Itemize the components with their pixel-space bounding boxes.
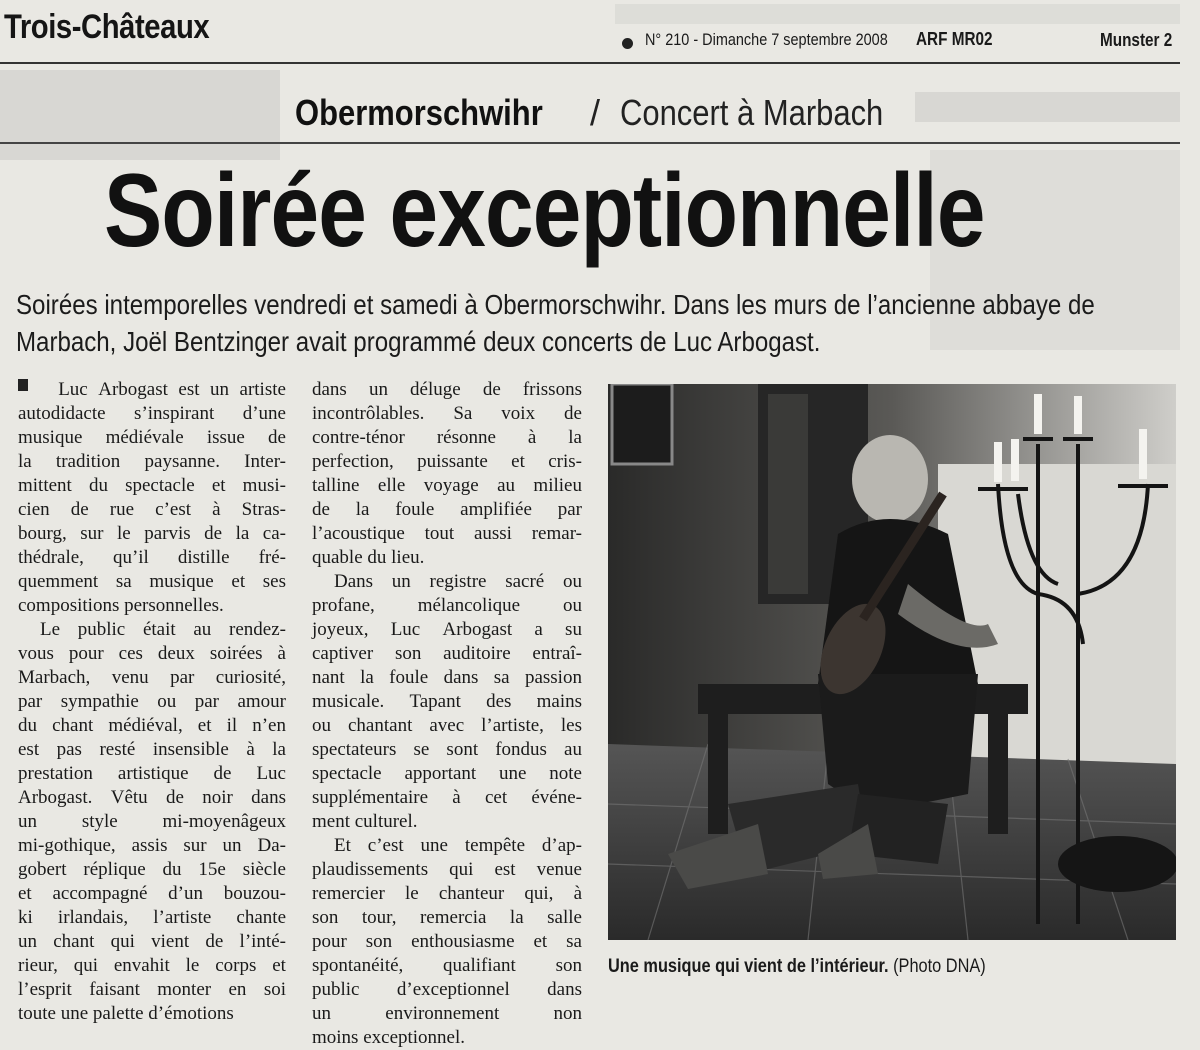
standfirst-line: Soirées intemporelles vendredi et samedi à Obermorschwihr. Dans les murs de l’ancienne abbaye de [16, 289, 1095, 320]
article-line: public d’exceptionnel dans [312, 979, 582, 1000]
concert-photo [608, 384, 1176, 940]
article-line: Le public était au rendez- [40, 619, 286, 640]
article-line: contre-ténor résonne à la [312, 427, 582, 448]
article-line: mi-gothique, assis sur un Da- [18, 835, 286, 856]
article-line: gobert réplique du 15e siècle [18, 859, 286, 880]
kicker-place: Obermorschwihr [295, 92, 543, 133]
article-line: de la foule amplifiée par [312, 499, 582, 520]
article-line: son tour, remercia la salle [312, 907, 582, 928]
article-line: un chant qui vient de l’inté- [18, 931, 286, 952]
article-line: l’acoustique tout aussi remar- [312, 523, 582, 544]
article-line: talline elle voyage au milieu [312, 475, 582, 496]
article-column-1 [18, 378, 286, 1026]
edition-code: ARF MR02 [916, 29, 993, 49]
article-line: perfection, puissante et cris- [312, 451, 582, 472]
paragraph-marker-icon [18, 379, 28, 391]
article-line: Marbach, venu par curiosité, [18, 667, 286, 688]
kicker-separator: / [590, 92, 601, 133]
article-line: moins exceptionnel. [312, 1027, 466, 1048]
article-line: ment culturel. [312, 811, 418, 832]
bleed-through-shade [915, 92, 1180, 122]
article-line: supplémentaire à cet événe- [312, 787, 582, 808]
bullet-icon [622, 38, 633, 49]
article-line: l’esprit faisant monter en soi [18, 979, 286, 1000]
photo-caption [608, 956, 986, 978]
article-line: musicale. Tapant des mains [312, 691, 582, 712]
article-line: quable du lieu. [312, 547, 425, 568]
article-line: compositions personnelles. [18, 595, 224, 616]
caption-text: Une musique qui vient de l’intérieur. [608, 956, 889, 977]
header-divider [0, 62, 1180, 64]
article-line: thédrale, qu’il distille fré- [18, 547, 286, 568]
section-town-title: Trois-Châteaux [4, 8, 210, 46]
article-line: un environnement non [312, 1003, 582, 1024]
standfirst [16, 286, 1186, 360]
article-line: prestation artistique de Luc [18, 763, 286, 784]
article-line: spontanéité, qualifiant son [312, 955, 582, 976]
article-line: spectateurs se sont fondus au [312, 739, 582, 760]
article-line: dans un déluge de frissons [312, 379, 582, 400]
article-line: un style mi-moyenâgeux [18, 811, 286, 832]
article-line: captiver son auditoire entraî- [312, 643, 582, 664]
article-line: autodidacte s’inspirant d’une [18, 403, 286, 424]
article-line: profane, mélancolique ou [312, 595, 582, 616]
article-line: Arbogast. Vêtu de noir dans [18, 787, 286, 808]
article-line: remercier le chanteur qui, à [312, 883, 582, 904]
kicker-divider [0, 142, 1180, 144]
article-line: nant la foule dans sa passion [312, 667, 582, 688]
article-line: vous pour ces deux soirées à [18, 643, 286, 664]
article-line: joyeux, Luc Arbogast a su [312, 619, 582, 640]
article-line: cien de rue c’est à Stras- [18, 499, 286, 520]
article-line: incontrôlables. Sa voix de [312, 403, 582, 424]
article-line: pour son enthousiasme et sa [312, 931, 582, 952]
page-label: Munster 2 [1100, 30, 1173, 50]
article-line: mittent du spectacle et musi- [18, 475, 286, 496]
issue-date: N° 210 - Dimanche 7 septembre 2008 [645, 30, 888, 49]
article-line: Luc Arbogast est un artiste [18, 378, 286, 402]
article-line: quemment sa musique et ses [18, 571, 286, 592]
bleed-through-shade [615, 4, 1180, 24]
article-line: par sympathie ou par amour [18, 691, 286, 712]
article-line: Dans un registre sacré ou [334, 571, 582, 592]
article-line: et accompagné d’un bouzou- [18, 883, 286, 904]
article-line: ou chantant avec l’artiste, les [312, 715, 582, 736]
article-line: est pas resté insensible à la [18, 739, 286, 760]
article-line: la tradition paysanne. Inter- [18, 451, 286, 472]
article-line: du chant médiéval, et il n’en [18, 715, 286, 736]
article-column-2 [312, 378, 582, 1050]
article-line: spectacle apportant une note [312, 763, 582, 784]
bleed-through-shade [0, 70, 280, 160]
article-line: musique médiévale issue de [18, 427, 286, 448]
article-line: plaudissements qui est venue [312, 859, 582, 880]
article-line: bourg, sur le parvis de la ca- [18, 523, 286, 544]
headline: Soirée exceptionnelle [104, 153, 985, 269]
musician-photo-illustration [608, 384, 1176, 940]
kicker-topic: Concert à Marbach [620, 92, 884, 133]
photo-credit: (Photo DNA) [893, 956, 986, 977]
article-line: toute une palette d’émotions [18, 1003, 234, 1024]
standfirst-line: Marbach, Joël Bentzinger avait programmé deux concerts de Luc Arbogast. [16, 326, 821, 357]
article-line: ki irlandais, l’artiste chante [18, 907, 286, 928]
article-line: Et c’est une tempête d’ap- [334, 835, 582, 856]
article-line: rieur, qui envahit le corps et [18, 955, 286, 976]
